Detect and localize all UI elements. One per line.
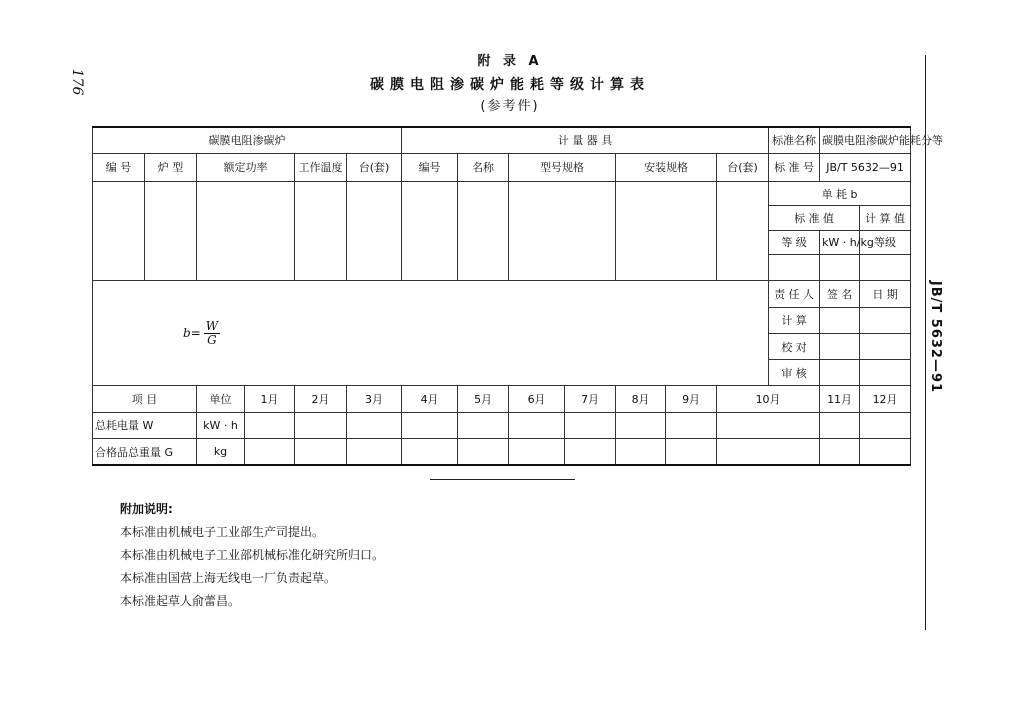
data-cell [616, 439, 666, 465]
unit-consumption-label: 单 耗 b [769, 182, 911, 206]
formula-denominator: G [207, 332, 217, 347]
month-header: 11月 [820, 386, 860, 412]
meter-cell [616, 182, 717, 281]
responsibility-row-review: 审 核 [769, 360, 820, 386]
monthly-unit-header: 单位 [197, 386, 245, 412]
unit-consumption-formula [183, 320, 220, 347]
standard-name-value: 碳膜电阻渗碳炉能耗分等 [820, 127, 911, 153]
formula-eq: = [190, 326, 201, 341]
grade-label: 等 级 [769, 230, 820, 254]
data-cell [509, 412, 565, 438]
data-cell [245, 412, 295, 438]
row-label-total-weight: 合格品总重量 G [93, 439, 197, 465]
meter-cell [402, 182, 458, 281]
notes-line: 本标准起草人俞蕾昌。 [120, 594, 241, 608]
meter-cell [717, 182, 769, 281]
monthly-item-header: 项 目 [93, 386, 197, 412]
standard-name-label: 标准名称 [769, 127, 820, 153]
data-cell [666, 412, 717, 438]
meter-cell [509, 182, 616, 281]
furnace-group-header: 碳膜电阻渗碳炉 [93, 127, 402, 153]
month-header: 5月 [458, 386, 509, 412]
data-cell [245, 439, 295, 465]
meter-cell [458, 182, 509, 281]
formula-numerator: W [205, 318, 219, 333]
grade-unit: kW · h/kg [820, 230, 860, 254]
furnace-cell [93, 182, 145, 281]
page-title: 碳膜电阻渗碳炉能耗等级计算表 [370, 77, 650, 93]
data-cell [347, 412, 402, 438]
furnace-col-type: 炉 型 [145, 153, 197, 181]
formula-cell [93, 281, 769, 386]
responsibility-row-check: 校 对 [769, 333, 820, 359]
data-cell [717, 439, 820, 465]
furnace-cell [295, 182, 347, 281]
standard-value-label: 标 准 值 [769, 206, 860, 230]
data-cell [458, 439, 509, 465]
furnace-col-no: 编 号 [93, 153, 145, 181]
date-cell [860, 333, 911, 359]
furnace-cell [145, 182, 197, 281]
meter-col-count: 台(套) [717, 153, 769, 181]
data-cell [295, 439, 347, 465]
meter-col-no: 编号 [402, 153, 458, 181]
standard-no-value: JB/T 5632—91 [820, 153, 911, 181]
data-cell [402, 439, 458, 465]
month-header: 1月 [245, 386, 295, 412]
data-cell [616, 412, 666, 438]
month-header: 2月 [295, 386, 347, 412]
row-label-total-power: 总耗电量 W [93, 412, 197, 438]
notes-line: 本标准由机械电子工业部机械标准化研究所归口。 [120, 548, 385, 562]
date-cell [860, 307, 911, 333]
data-cell [458, 412, 509, 438]
document-code: JB/T 5632—91 [928, 280, 943, 394]
data-cell [860, 439, 911, 465]
grade-value-cell [860, 254, 911, 280]
data-cell [666, 439, 717, 465]
additional-notes [120, 498, 620, 613]
data-cell [820, 412, 860, 438]
furnace-cell [347, 182, 402, 281]
separator-line [430, 479, 575, 480]
formula-lhs: b [183, 326, 191, 341]
page-subtitle: (参考件) [480, 99, 540, 114]
standard-no-label: 标 准 号 [769, 153, 820, 181]
meter-col-install: 安装规格 [616, 153, 717, 181]
responsibility-col-person: 责 任 人 [769, 281, 820, 307]
data-cell [509, 439, 565, 465]
calc-value-label: 计 算 值 [860, 206, 911, 230]
date-cell [860, 360, 911, 386]
data-cell [347, 439, 402, 465]
furnace-col-power: 额定功率 [197, 153, 295, 181]
meter-col-name: 名称 [458, 153, 509, 181]
data-cell [820, 439, 860, 465]
responsibility-col-date: 日 期 [860, 281, 911, 307]
page-number: 176 [69, 68, 85, 96]
data-cell [860, 412, 911, 438]
responsibility-row-calc: 计 算 [769, 307, 820, 333]
month-header: 6月 [509, 386, 565, 412]
month-header: 9月 [666, 386, 717, 412]
grade2-label: 等级 [860, 230, 911, 254]
month-header: 4月 [402, 386, 458, 412]
formula-fraction [204, 320, 220, 347]
month-header: 7月 [565, 386, 616, 412]
data-cell [717, 412, 820, 438]
furnace-col-count: 台(套) [347, 153, 402, 181]
notes-heading: 附加说明: [120, 502, 173, 516]
signature-cell [820, 333, 860, 359]
month-header: 12月 [860, 386, 911, 412]
appendix-label: 附 录 A [477, 54, 543, 69]
data-cell [295, 412, 347, 438]
notes-line: 本标准由机械电子工业部生产司提出。 [120, 525, 325, 539]
meter-col-model: 型号规格 [509, 153, 616, 181]
row-unit-total-weight: kg [197, 439, 245, 465]
responsibility-col-sign: 签 名 [820, 281, 860, 307]
month-header: 10月 [717, 386, 820, 412]
data-cell [565, 412, 616, 438]
signature-cell [820, 360, 860, 386]
grade-value-cell [820, 254, 860, 280]
furnace-col-temp: 工作温度 [295, 153, 347, 181]
grade-value-cell [769, 254, 820, 280]
data-cell [565, 439, 616, 465]
furnace-cell [197, 182, 295, 281]
signature-cell [820, 307, 860, 333]
meter-group-header: 计 量 器 具 [402, 127, 769, 153]
month-header: 3月 [347, 386, 402, 412]
notes-line: 本标准由国营上海无线电一厂负责起草。 [120, 571, 337, 585]
data-cell [402, 412, 458, 438]
month-header: 8月 [616, 386, 666, 412]
row-unit-total-power: kW · h [197, 412, 245, 438]
calculation-table [92, 126, 944, 466]
